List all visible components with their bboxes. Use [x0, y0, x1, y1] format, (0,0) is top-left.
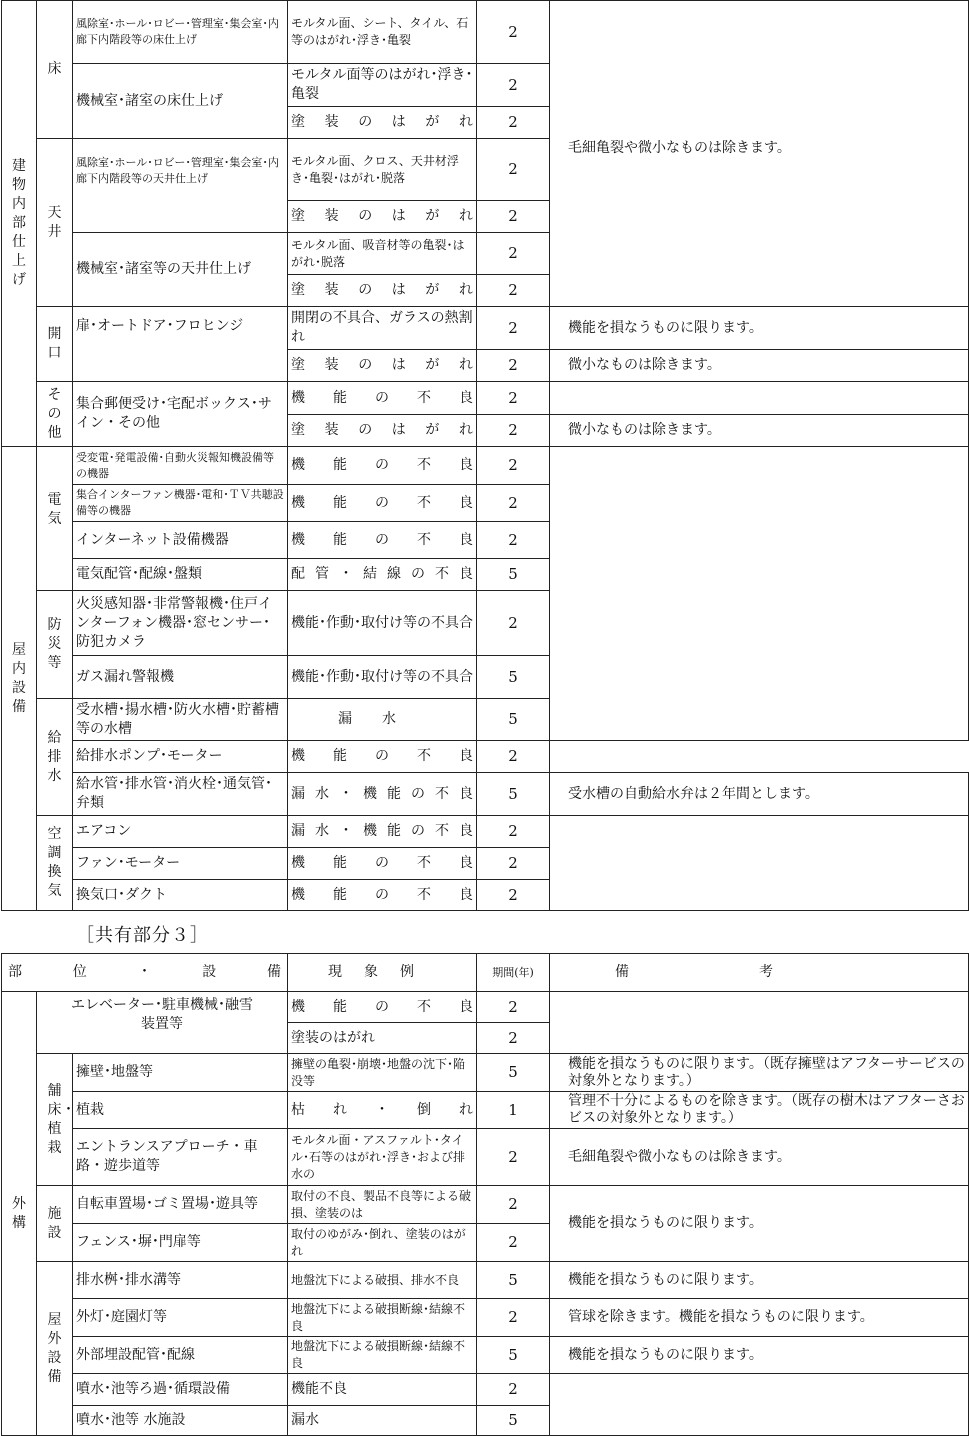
header-row: [2, 954, 969, 992]
phenomenon-cell: モルタル面・アスファルト･タイル･石等のはがれ･浮き･および排水の: [288, 1129, 477, 1186]
phenomenon-cell: 枯れ・倒れ: [288, 1092, 477, 1129]
part-cell: 外部埋設配管･配線: [73, 1337, 288, 1374]
phenomenon-cell: モルタル面等のはがれ･浮き･亀裂: [288, 64, 477, 107]
period-cell: 2: [477, 485, 550, 522]
part-cell: 電気配管･配線･盤類: [73, 559, 288, 591]
phenomenon-cell: 機能の不良: [288, 522, 477, 559]
table-row: [2, 741, 969, 773]
subcategory-cell: [37, 816, 73, 911]
phenomenon-cell: 機能の不良: [288, 880, 477, 911]
period-cell: 5: [477, 1337, 550, 1374]
phenomenon-cell: 漏水: [288, 699, 477, 741]
period-cell: 5: [477, 1054, 550, 1092]
period-cell: 2: [477, 1374, 550, 1406]
subcategory-cell: [37, 1054, 76, 1186]
period-cell: 2: [477, 1299, 550, 1337]
subcategory-cell: [37, 699, 73, 816]
part-cell: 受変電･発電設備･自動火災報知機設備等の機器: [73, 447, 288, 485]
period-cell: 2: [477, 447, 550, 485]
header-phenomenon: 現象例: [288, 954, 477, 992]
subcategory-label: 空調換気: [47, 826, 62, 899]
header-note: 備考: [550, 954, 969, 992]
warranty-table-section-3: [1, 953, 969, 1436]
table-row: [2, 307, 969, 350]
phenomenon-cell: 塗装のはがれ: [288, 350, 477, 382]
part-cell: 集合郵便受け･宅配ボックス･サイン・その他: [73, 382, 288, 447]
part-cell: 機械室･諸室等の天井仕上げ: [73, 233, 288, 307]
phenomenon-cell: 漏水: [288, 1406, 477, 1436]
note-cell: [550, 382, 969, 415]
table-row: [2, 1374, 969, 1406]
subcategory-cell: [37, 1, 73, 139]
table-row: [2, 1054, 969, 1092]
phenomenon-cell: 機能の不良: [288, 447, 477, 485]
note-cell: 毛細亀裂や微小なものは除きます。: [550, 1129, 969, 1186]
part-cell: ガス漏れ警報機: [73, 656, 288, 699]
note-cell: 毛細亀裂や微小なものは除きます。: [550, 1, 969, 307]
phenomenon-cell: 機能の不良: [288, 382, 477, 415]
part-cell: エントランスアプローチ・車路・遊歩道等: [73, 1129, 288, 1186]
period-cell: 2: [477, 1186, 550, 1224]
category-cell: [2, 1, 37, 447]
subcategory-label: 床: [47, 61, 62, 77]
note-cell: 微小なものは除きます。: [550, 350, 969, 382]
subcategory-cell: [37, 139, 73, 307]
phenomenon-cell: 漏水・機能の不良: [288, 816, 477, 848]
part-cell: 扉･オートドア･フロヒンジ: [73, 307, 288, 382]
note-cell: [550, 447, 969, 741]
part-cell: 給排水ポンプ･モーター: [73, 741, 288, 773]
period-cell: 2: [477, 64, 550, 107]
table-row: [2, 1186, 969, 1224]
phenomenon-cell: 地盤沈下による破損断線･結線不良: [288, 1337, 477, 1374]
period-cell: 2: [477, 107, 550, 139]
phenomenon-cell: 取付のゆがみ･倒れ、塗装のはがれ: [288, 1224, 477, 1262]
period-cell: 5: [477, 1406, 550, 1436]
subcategory-cell: [37, 307, 73, 382]
period-cell: 2: [477, 233, 550, 275]
phenomenon-cell: 漏水・機能の不良: [288, 773, 477, 816]
phenomenon-cell: 開閉の不具合、ガラスの熱割れ: [288, 307, 477, 350]
period-cell: 2: [477, 275, 550, 307]
section-title: ［共有部分３］: [76, 925, 209, 946]
note-cell: 機能を損なうものに限ります。: [550, 1337, 969, 1374]
phenomenon-cell: 塗装のはがれ: [288, 415, 477, 447]
period-cell: 2: [477, 350, 550, 382]
subcategory-label: 防災等: [47, 617, 62, 671]
category-cell: [2, 447, 37, 911]
period-cell: 2: [477, 139, 550, 201]
period-cell: 2: [477, 201, 550, 233]
category-cell: [2, 992, 37, 1436]
table-row: [2, 1092, 969, 1129]
subcategory-label: 天井: [47, 204, 62, 240]
part-cell: 集合インターファン機器･電和･ＴＶ共聴設備等の機器: [73, 485, 288, 522]
part-cell: 擁壁･地盤等: [73, 1054, 288, 1092]
phenomenon-cell: 地盤沈下による破損、排水不良: [288, 1262, 477, 1299]
warranty-table-section-1: [1, 0, 969, 911]
phenomenon-cell: 塗装のはがれ: [288, 275, 477, 307]
period-cell: 2: [477, 880, 550, 911]
period-cell: 2: [477, 741, 550, 773]
subcategory-label: 屋外設備: [47, 1311, 62, 1385]
part-cell: 火災感知器･非常警報機･住戸インターフォン機器･窓センサー･防犯カメラ: [73, 591, 288, 656]
period-cell: 2: [477, 415, 550, 447]
period-cell: 2: [477, 816, 550, 848]
note-cell: 微小なものは除きます。: [550, 415, 969, 447]
part-cell: エアコン: [73, 816, 288, 848]
period-cell: 5: [477, 1262, 550, 1299]
period-cell: 2: [477, 1, 550, 64]
note-cell: [550, 992, 969, 1054]
note-cell: [550, 816, 969, 911]
subcategory-label: 開口: [47, 326, 62, 361]
period-cell: 5: [477, 559, 550, 591]
table-row: [2, 1262, 969, 1299]
note-cell: 管球を除きます。機能を損なうものに限ります。: [550, 1299, 969, 1337]
phenomenon-cell: 塗装のはがれ: [288, 201, 477, 233]
phenomenon-cell: 擁壁の亀裂･崩壊･地盤の沈下･陥没等: [288, 1054, 477, 1092]
part-cell: ファン･モーター: [73, 848, 288, 880]
phenomenon-cell: モルタル面、シート、タイル、石等のはがれ･浮き･亀裂: [288, 1, 477, 64]
phenomenon-cell: モルタル面、吸音材等の亀裂･はがれ･脱落: [288, 233, 477, 275]
period-cell: 2: [477, 848, 550, 880]
phenomenon-cell: 配管・結線の不良: [288, 559, 477, 591]
note-cell: 機能を損なうものに限ります。: [550, 307, 969, 350]
table-row: [2, 382, 969, 415]
part-cell: 自転車置場･ゴミ置場･遊具等: [73, 1186, 288, 1224]
subcategory-label: 給排水: [47, 729, 62, 784]
phenomenon-cell: 塗装のはがれ: [288, 1023, 477, 1054]
subcategory-label: その他: [47, 386, 62, 441]
period-cell: 2: [477, 1023, 550, 1054]
header-period: 期間(年): [477, 954, 550, 992]
category-label: 建物内部仕上げ: [12, 158, 26, 288]
period-cell: 2: [477, 1224, 550, 1262]
table-row: [2, 1129, 969, 1186]
period-cell: 5: [477, 699, 550, 741]
note-cell: 機能を損なうものに限ります。: [550, 1262, 969, 1299]
phenomenon-cell: 機能の不良: [288, 992, 477, 1023]
phenomenon-cell: 機能･作動･取付け等の不具合: [288, 591, 477, 656]
period-cell: 2: [477, 382, 550, 415]
phenomenon-cell: モルタル面、クロス、天井材浮き･亀裂･はがれ･脱落: [288, 139, 477, 201]
subcategory-cell: [37, 1262, 73, 1436]
phenomenon-cell: 塗装のはがれ: [288, 107, 477, 139]
period-cell: 5: [477, 773, 550, 816]
part-cell: 風除室･ホール･ロビー･管理室･集会室･内廊下内階段等の天井仕上げ: [73, 139, 288, 233]
part-cell: 換気口･ダクト: [73, 880, 288, 911]
subcategory-label: 施設: [47, 1205, 62, 1241]
header-part: 部位・設備: [2, 954, 288, 992]
part-cell: 機械室･諸室の床仕上げ: [73, 64, 288, 139]
part-cell: 噴水･池等 水施設: [73, 1406, 288, 1436]
part-cell: 受水槽･揚水槽･防火水槽･貯蓄槽等の水槽: [73, 699, 288, 741]
part-cell: フェンス･塀･門扉等: [73, 1224, 288, 1262]
phenomenon-cell: 地盤沈下による破損断線･結線不良: [288, 1299, 477, 1337]
phenomenon-cell: 機能の不良: [288, 485, 477, 522]
phenomenon-cell: 機能不良: [288, 1374, 477, 1406]
subcategory-label: 電気: [47, 492, 62, 527]
phenomenon-cell: 機能･作動･取付け等の不具合: [288, 656, 477, 699]
category-label: 屋内設備: [12, 641, 26, 715]
part-cell: 植栽: [73, 1092, 288, 1129]
part-cell: エレベーター･駐車機械･融雪装置等: [37, 992, 288, 1054]
subcategory-label: 舗床・植栽: [47, 1082, 76, 1156]
subcategory-cell: [37, 591, 73, 699]
table-row: [2, 447, 969, 485]
phenomenon-cell: 機能の不良: [288, 848, 477, 880]
period-cell: 5: [477, 656, 550, 699]
part-cell: 噴水･池等ろ過･循環設備: [73, 1374, 288, 1406]
table-row: [2, 992, 969, 1023]
note-cell: 機能を損なうものに限ります。: [550, 1186, 969, 1262]
period-cell: 2: [477, 1129, 550, 1186]
period-cell: 2: [477, 307, 550, 350]
note-cell: 受水槽の自動給水弁は２年間とします。: [550, 773, 969, 816]
subcategory-cell: [37, 447, 73, 591]
period-cell: 1: [477, 1092, 550, 1129]
period-cell: 2: [477, 591, 550, 656]
table-row: [2, 816, 969, 848]
note-cell: 管理不十分によるものを除きます。（既存の樹木はアフターさおビスの対象外となります。）: [550, 1092, 969, 1129]
phenomenon-cell: 機能の不良: [288, 741, 477, 773]
subcategory-cell: [37, 382, 73, 447]
period-cell: 2: [477, 522, 550, 559]
table-row: [2, 1299, 969, 1337]
table-row: [2, 773, 969, 816]
part-cell: インターネット設備機器: [73, 522, 288, 559]
part-cell: 排水桝･排水溝等: [73, 1262, 288, 1299]
table-row: [2, 1, 969, 64]
part-cell: 給水管･排水管･消火栓･通気管･弁類: [73, 773, 288, 816]
subcategory-cell: [37, 1186, 73, 1262]
note-cell: 機能を損なうものに限ります。（既存擁壁はアフターサービスの対象外となります。）: [550, 1054, 969, 1092]
category-label: 外構: [12, 1195, 26, 1231]
table-row: [2, 1337, 969, 1374]
part-cell: 風除室･ホール･ロビー･管理室･集会室･内廊下内階段等の床仕上げ: [73, 1, 288, 64]
part-cell: 外灯･庭園灯等: [73, 1299, 288, 1337]
phenomenon-cell: 取付の不良、製品不良等による破損、塗装のは: [288, 1186, 477, 1224]
note-cell: [550, 1374, 969, 1436]
period-cell: 2: [477, 992, 550, 1023]
